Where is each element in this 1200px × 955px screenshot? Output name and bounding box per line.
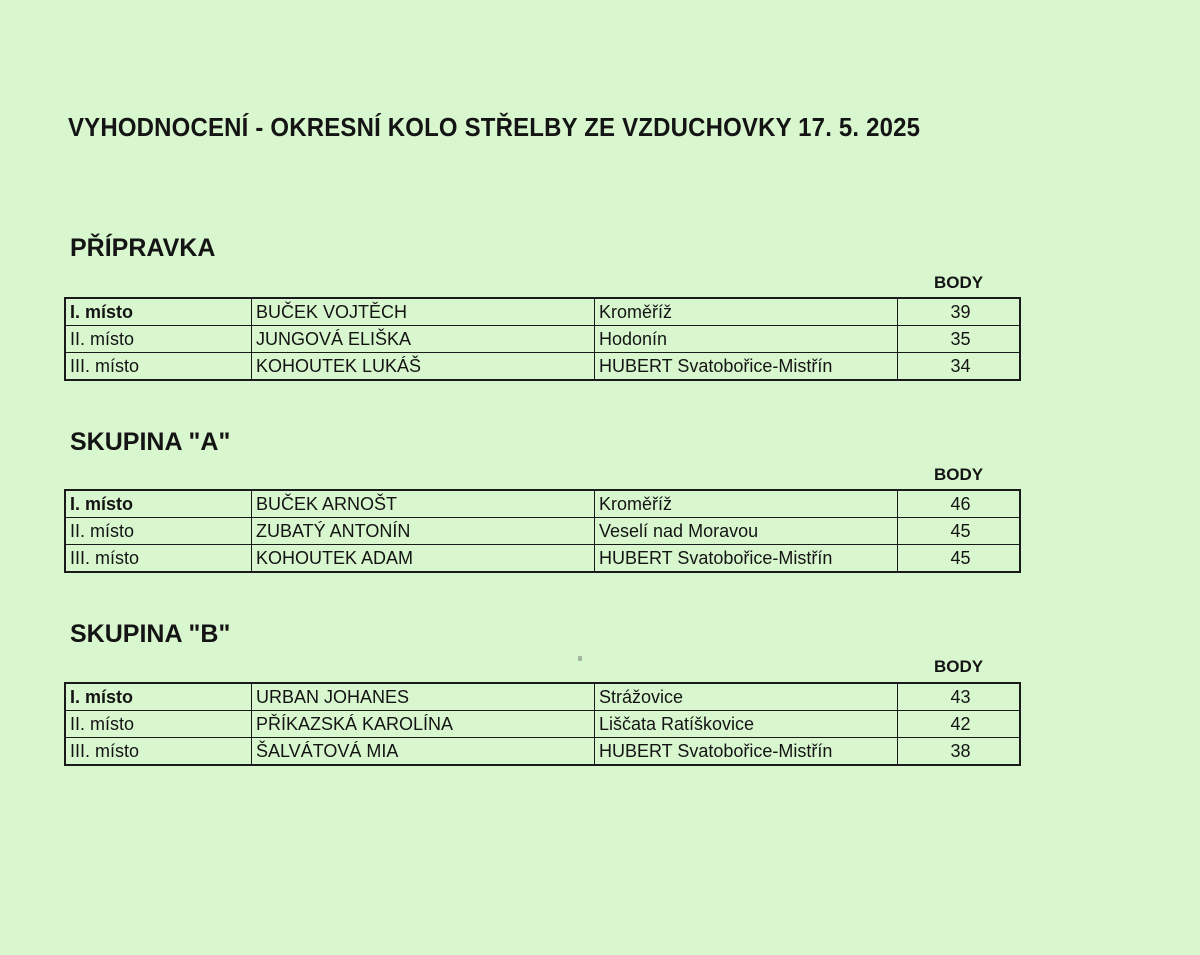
results-table — [64, 489, 1021, 573]
club-cell: HUBERT Svatobořice-Mistřín — [595, 545, 898, 573]
name-cell: JUNGOVÁ ELIŠKA — [252, 326, 595, 353]
points-cell: 42 — [898, 711, 1021, 738]
club-cell: Hodonín — [595, 326, 898, 353]
place-cell: I. místo — [65, 490, 252, 518]
section-heading: SKUPINA "B" — [70, 620, 231, 648]
points-cell: 38 — [898, 738, 1021, 766]
points-cell: 45 — [898, 545, 1021, 573]
name-cell: PŘÍKAZSKÁ KAROLÍNA — [252, 711, 595, 738]
place-cell: II. místo — [65, 326, 252, 353]
table-row — [65, 326, 1020, 353]
name-cell: URBAN JOHANES — [252, 683, 595, 711]
name-cell: ZUBATÝ ANTONÍN — [252, 518, 595, 545]
points-column-label: BODY — [934, 273, 984, 292]
table-row — [65, 711, 1020, 738]
club-cell: Liščata Ratíškovice — [595, 711, 898, 738]
name-cell: BUČEK VOJTĚCH — [252, 298, 595, 326]
place-cell: I. místo — [65, 683, 252, 711]
results-table — [64, 682, 1021, 766]
points-cell: 34 — [898, 353, 1021, 381]
points-cell: 45 — [898, 518, 1021, 545]
name-cell: BUČEK ARNOŠT — [252, 490, 595, 518]
table-row — [65, 353, 1020, 381]
name-cell: KOHOUTEK ADAM — [252, 545, 595, 573]
club-cell: Kroměříž — [595, 298, 898, 326]
name-cell: KOHOUTEK LUKÁŠ — [252, 353, 595, 381]
place-cell: II. místo — [65, 711, 252, 738]
table-row — [65, 518, 1020, 545]
points-column-label: BODY — [934, 465, 984, 484]
club-cell: Veselí nad Moravou — [595, 518, 898, 545]
points-cell: 46 — [898, 490, 1021, 518]
document-title: VYHODNOCENÍ - OKRESNÍ KOLO STŘELBY ZE VZDUCHOVKY 17. 5. 2025 — [68, 114, 921, 142]
results-table — [64, 297, 1021, 381]
table-row — [65, 298, 1020, 326]
points-cell: 43 — [898, 683, 1021, 711]
table-row — [65, 738, 1020, 766]
club-cell: HUBERT Svatobořice-Mistřín — [595, 738, 898, 766]
scan-speck — [578, 656, 582, 661]
table-row — [65, 683, 1020, 711]
points-cell: 35 — [898, 326, 1021, 353]
place-cell: III. místo — [65, 545, 252, 573]
club-cell: Kroměříž — [595, 490, 898, 518]
points-cell: 39 — [898, 298, 1021, 326]
table-row — [65, 545, 1020, 573]
table-row — [65, 490, 1020, 518]
section-heading: SKUPINA "A" — [70, 428, 231, 456]
place-cell: I. místo — [65, 298, 252, 326]
place-cell: II. místo — [65, 518, 252, 545]
place-cell: III. místo — [65, 353, 252, 381]
section-heading: PŘÍPRAVKA — [70, 234, 216, 262]
place-cell: III. místo — [65, 738, 252, 766]
points-column-label: BODY — [934, 657, 984, 676]
club-cell: Strážovice — [595, 683, 898, 711]
name-cell: ŠALVÁTOVÁ MIA — [252, 738, 595, 766]
club-cell: HUBERT Svatobořice-Mistřín — [595, 353, 898, 381]
